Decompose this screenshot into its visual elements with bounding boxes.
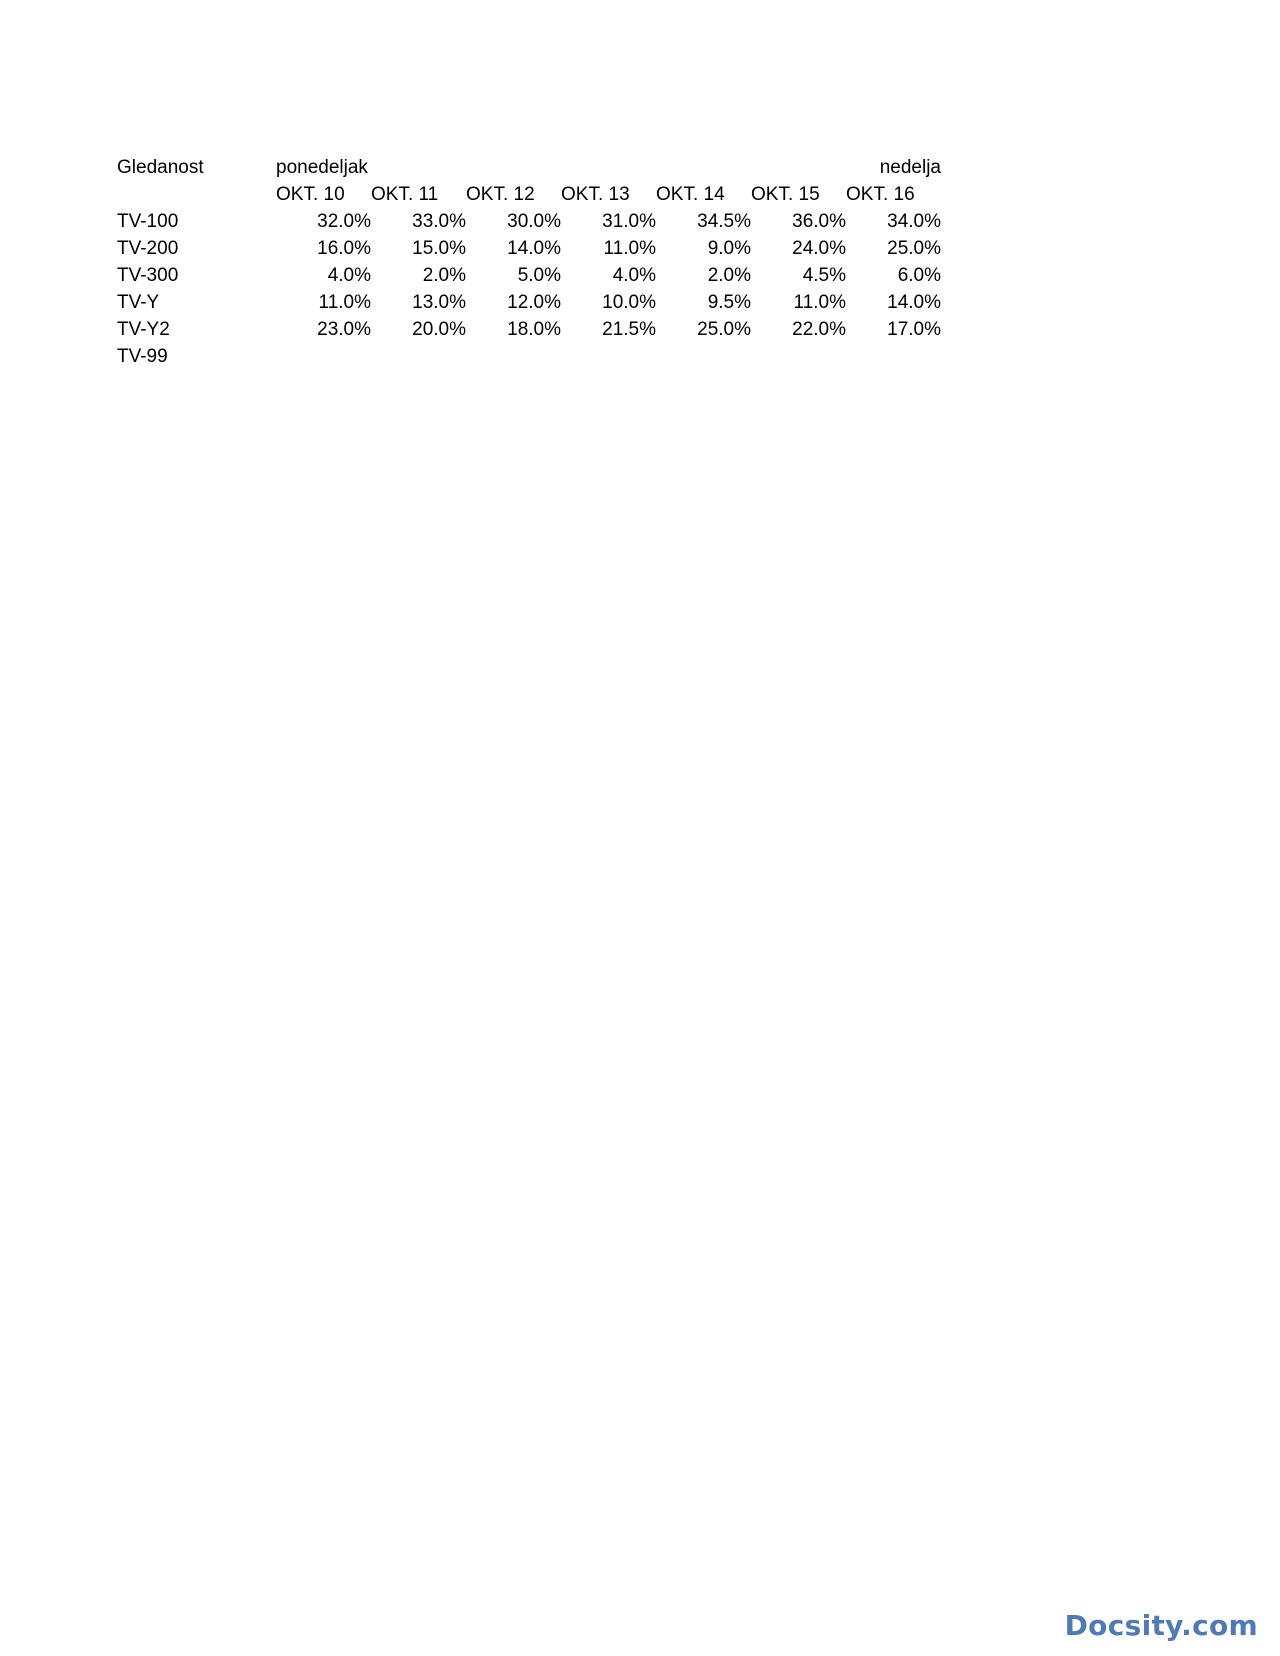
table-row: [117, 316, 941, 343]
rating-cell: 4.5%: [802, 265, 846, 286]
rating-cell: 12.0%: [507, 292, 561, 313]
header-row-days: [117, 154, 941, 181]
rating-cell: 30.0%: [507, 211, 561, 232]
table-row: [117, 289, 941, 316]
date-header: OKT. 12: [466, 184, 535, 205]
rating-cell: 5.0%: [517, 265, 561, 286]
rating-cell: 24.0%: [792, 238, 846, 259]
rating-cell: 18.0%: [507, 319, 561, 340]
rating-cell: [846, 343, 941, 370]
rating-cell: [466, 343, 561, 370]
table-row: [117, 343, 941, 370]
rating-cell: 20.0%: [412, 319, 466, 340]
rating-cell: 25.0%: [697, 319, 751, 340]
rating-cell: 33.0%: [412, 211, 466, 232]
channel-label: TV-100: [117, 211, 179, 232]
spreadsheet: [117, 154, 941, 370]
rating-cell: 4.0%: [612, 265, 656, 286]
docsity-watermark: Docsity.com: [1064, 1609, 1258, 1642]
rating-cell: 15.0%: [412, 238, 466, 259]
date-header: OKT. 13: [561, 184, 630, 205]
viewership-table: [117, 154, 941, 370]
rating-cell: 14.0%: [887, 292, 941, 313]
rating-cell: 4.0%: [327, 265, 371, 286]
rating-cell: 34.5%: [697, 211, 751, 232]
rating-cell: [276, 343, 371, 370]
rating-cell: 11.0%: [793, 292, 846, 313]
rating-cell: 2.0%: [422, 265, 466, 286]
header-row-dates: [117, 181, 941, 208]
rating-cell: 13.0%: [412, 292, 466, 313]
rating-cell: 9.5%: [707, 292, 751, 313]
table-row: [117, 208, 941, 235]
corner-label: Gledanost: [117, 157, 204, 178]
date-header: OKT. 15: [751, 184, 820, 205]
rating-cell: 11.0%: [603, 238, 656, 259]
date-header: OKT. 14: [656, 184, 725, 205]
day-end-label: nedelja: [879, 157, 941, 178]
date-header: OKT. 16: [846, 184, 915, 205]
channel-label: TV-300: [117, 265, 179, 286]
date-header: OKT. 10: [276, 184, 345, 205]
rating-cell: 36.0%: [792, 211, 846, 232]
rating-cell: [656, 343, 751, 370]
rating-cell: 9.0%: [707, 238, 751, 259]
table-row: [117, 235, 941, 262]
rating-cell: [561, 343, 656, 370]
rating-cell: 31.0%: [602, 211, 656, 232]
rating-cell: 23.0%: [317, 319, 371, 340]
channel-label: TV-200: [117, 238, 179, 259]
date-header: OKT. 11: [371, 184, 439, 205]
rating-cell: 34.0%: [887, 211, 941, 232]
rating-cell: 21.5%: [602, 319, 656, 340]
day-start-label: ponedeljak: [276, 157, 368, 178]
rating-cell: 25.0%: [887, 238, 941, 259]
rating-cell: 10.0%: [602, 292, 656, 313]
channel-label: TV-99: [117, 346, 168, 367]
rating-cell: [751, 343, 846, 370]
rating-cell: 17.0%: [887, 319, 941, 340]
rating-cell: 32.0%: [317, 211, 371, 232]
rating-cell: 6.0%: [897, 265, 941, 286]
rating-cell: 2.0%: [707, 265, 751, 286]
rating-cell: [371, 343, 466, 370]
channel-label: TV-Y: [117, 292, 160, 313]
channel-label: TV-Y2: [117, 319, 170, 340]
rating-cell: 16.0%: [317, 238, 371, 259]
rating-cell: 11.0%: [318, 292, 371, 313]
table-row: [117, 262, 941, 289]
rating-cell: 22.0%: [792, 319, 846, 340]
rating-cell: 14.0%: [507, 238, 561, 259]
